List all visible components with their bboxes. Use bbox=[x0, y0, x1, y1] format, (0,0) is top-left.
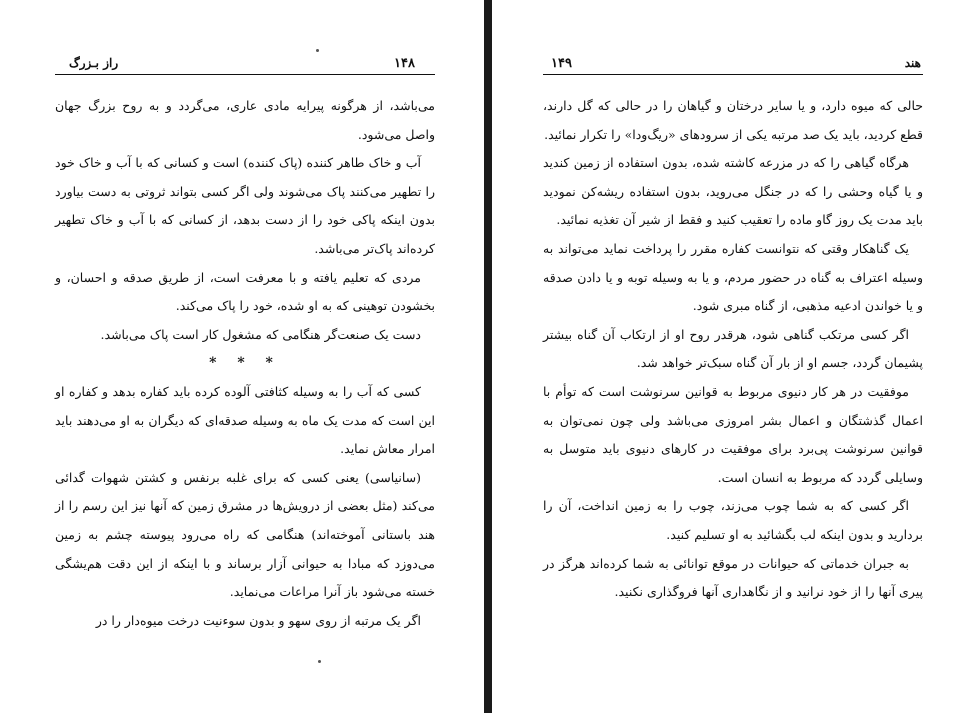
paragraph: اگر کسی مرتکب گناهی شود، هرقدر روح او از ارتکاب آن گناه بیشتر پشیمان گردد، جسم او از بار آن گناه سبک‌تر خواهد شد. bbox=[543, 326, 923, 371]
paragraph: اگر یک مرتبه از روی سهو و بدون سوءنیت درخت میوه‌دار را در bbox=[95, 612, 421, 628]
paragraph: مردی که تعلیم یافته و با معرفت است، از طریق صدقه و احسان، و بخشودن توهینی که به او شده، خود را پاک می‌کند. bbox=[55, 269, 435, 314]
right-header-title: هند bbox=[904, 56, 921, 70]
left-running-header bbox=[55, 52, 435, 75]
paragraph: به جبران خدماتی که حیوانات در موقع توانائی به شما کرده‌اند هرگز در پیری آنها را از خود نرانید و از نگاهداری آنها فروگذاری نکنید. bbox=[543, 555, 923, 600]
paragraph: آب و خاک طاهر کننده (پاک کننده) است و کسانی که با آب و خاک خود را تطهیر می‌کنند پاک می‌شوند ولی اگر کسی بتواند ثروتی به دست بیاورد بدون اینکه پاکی خود را از دست بدهد، از کسانی که با آب و خاک تطهیر کرده‌اند پاک‌تر می‌باشد. bbox=[55, 155, 435, 256]
scan-speck bbox=[318, 660, 321, 663]
book-gutter bbox=[484, 0, 492, 713]
paragraph: یک گناهکار وقتی که نتوانست کفاره مقرر را پرداخت نماید می‌تواند به وسیله اعتراف به گناه در حضور مردم، و یا به وسیله توبه و یا دادن صدقه و یا خواندن ادعیه مذهبی، از گناه مبری شود. bbox=[543, 240, 923, 314]
scan-speck bbox=[316, 49, 319, 52]
left-page bbox=[55, 0, 435, 713]
paragraph: کسی که آب را به وسیله کثافتی آلوده کرده باید کفاره بدهد و کفاره او این است که مدت یک ماه به وسیله صدقه‌ای که دیگران به او می‌دهند باید امرار معاش نماید. bbox=[55, 383, 435, 457]
paragraph: موفقیت در هر کار دنیوی مربوط به قوانین سرنوشت است که توأم با اعمال گذشتگان و اعمال بشر امروزی می‌باشد ولی چون نمی‌توان به قوانین سرنوشت پی‌برد برای موفقیت در کارهای دنیوی باید متوسل به وسایلی گردد که مربوط به انسان است. bbox=[543, 383, 923, 485]
paragraph: حالی که میوه دارد، و یا سایر درختان و گیاهان را در حالی که گل دارند، قطع کردید، باید یک صد مرتبه یکی از سرودهای «ریگ‌ودا» را تکرار نمائید. bbox=[543, 98, 923, 142]
left-header-title: راز بـزرگ bbox=[69, 56, 119, 70]
paragraph: دست یک صنعت‌گر هنگامی که مشغول کار است پاک می‌باشد. bbox=[100, 326, 421, 342]
left-page-number: ۱۴۸ bbox=[394, 56, 415, 71]
right-page-body bbox=[543, 92, 923, 607]
paragraph: اگر کسی که به شما چوب می‌زند، چوب را به زمین انداخت، آن را بردارید و بدون اینکه لب بگشائید به او تسلیم کنید. bbox=[543, 498, 923, 542]
paragraph: می‌باشد، از هرگونه پیرایه مادی عاری، می‌گردد و به روح بزرگ جهان واصل می‌شود. bbox=[55, 98, 435, 142]
right-page-number: ۱۴۹ bbox=[551, 56, 572, 71]
paragraph: (سانیاسی) یعنی کسی که برای غلبه برنفس و کشتن شهوات گدائی می‌کند (مثل بعضی از درویش‌ها در مشرق زمین که آنها نیز این رسم را از هند باستانی آموخته‌اند) هنگامی که راه می‌رود پیوسته چشم به زمین می‌دوزد که مبادا به حیوانی آزار برساند و با اینکه از این دقت هم‌یشگی خسته می‌شود باز آنرا مراعات می‌نماید. bbox=[55, 469, 435, 600]
left-page-body bbox=[55, 92, 435, 635]
right-page bbox=[543, 0, 923, 713]
paragraph: هرگاه گیاهی را که در مزرعه کاشته شده، بدون استفاده از زمین کندید و یا گیاه وحشی را که در جنگل می‌روید، بدون استفاده ریشه‌کن نمودید باید مدت یک روز گاو ماده را تعقیب کنید و فقط از شیر آن تغذیه نمائید. bbox=[543, 155, 923, 228]
right-running-header bbox=[543, 52, 923, 75]
section-separator: * * * bbox=[209, 355, 281, 372]
